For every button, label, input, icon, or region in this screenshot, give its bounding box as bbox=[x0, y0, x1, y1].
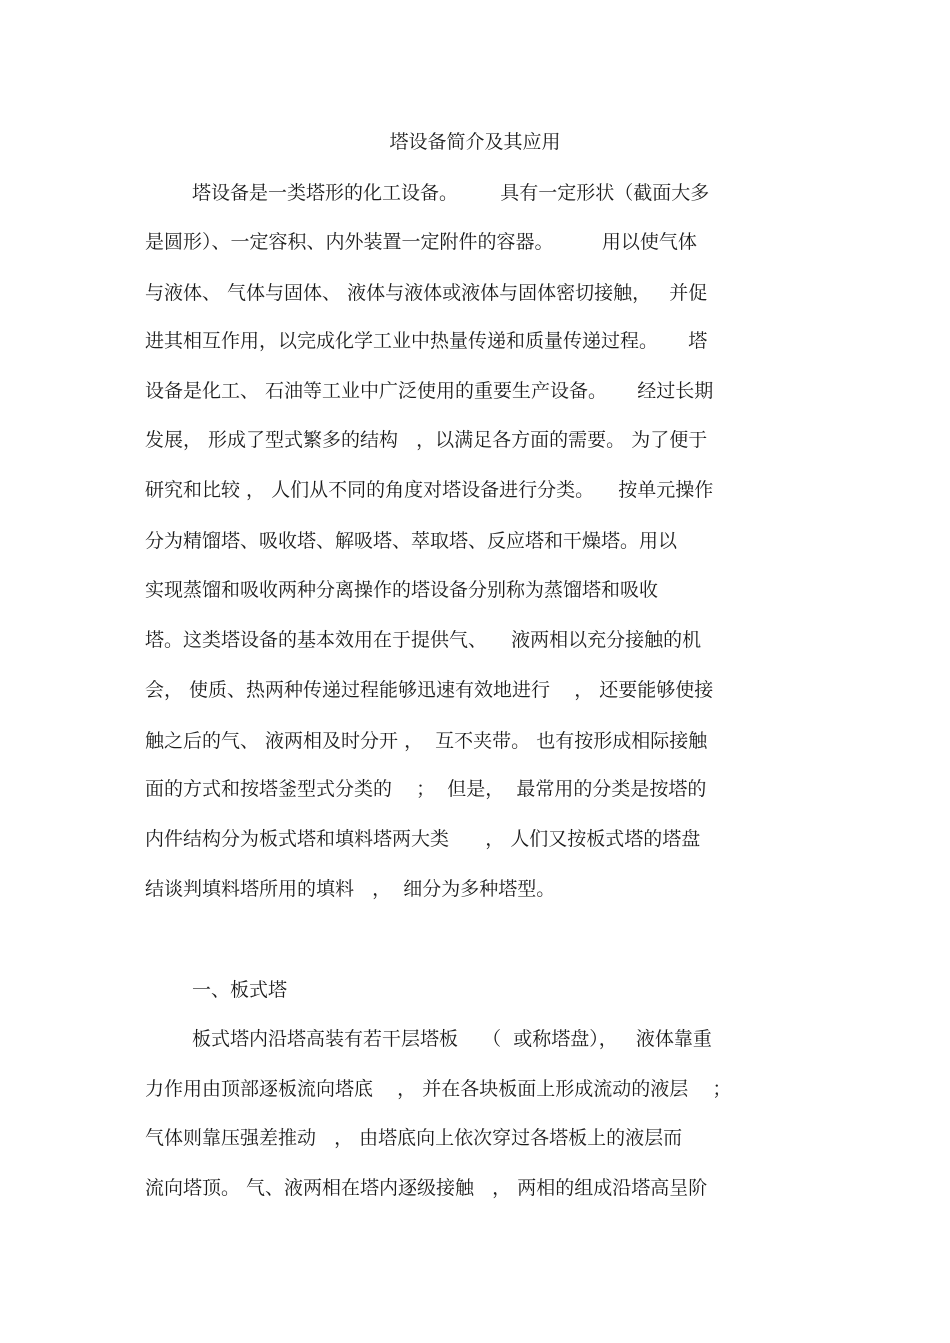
paragraph-line: 发展， 形成了型式繁多的结构 ，以满足各方面的需要。 为了便于 bbox=[145, 429, 708, 451]
paragraph-line: 分为精馏塔、吸收塔、解吸塔、萃取塔、反应塔和干燥塔。用以 bbox=[145, 530, 678, 552]
paragraph-line: 是圆形）、一定容积、内外装置一定附件的容器。 用以使气体 bbox=[145, 231, 697, 253]
paragraph-line: 流向塔顶。 气、液两相在塔内逐级接触 ， 两相的组成沿塔高呈阶 bbox=[145, 1177, 708, 1199]
paragraph-line: 塔设备是一类塔形的化工设备。 具有一定形状（截面大多 bbox=[192, 182, 710, 204]
paragraph-line: 气体则靠压强差推动 ， 由塔底向上依次穿过各塔板上的液层而 bbox=[145, 1127, 683, 1149]
paragraph-line: 结谈判填料塔所用的填料 ， 细分为多种塔型。 bbox=[145, 878, 556, 900]
paragraph-line: 力作用由顶部逐板流向塔底 ， 并在各块板面上形成流动的液层 ； bbox=[145, 1078, 732, 1100]
paragraph-line: 设备是化工、 石油等工业中广泛使用的重要生产设备。 经过长期 bbox=[145, 380, 714, 402]
paragraph-line: 触之后的气、 液两相及时分开 ， 互不夹带。 也有按形成相际接触 bbox=[145, 730, 708, 752]
paragraph-line: 进其相互作用，以完成化学工业中热量传递和质量传递过程。 塔 bbox=[145, 330, 708, 352]
paragraph-line: 与液体、 气体与固体、 液体与液体或液体与固体密切接触， 并促 bbox=[145, 282, 708, 304]
paragraph-line: 塔。这类塔设备的基本效用在于提供气、 液两相以充分接触的机 bbox=[145, 629, 702, 651]
paragraph-line: 内件结构分为板式塔和填料塔两大类 ， 人们又按板式塔的塔盘 bbox=[145, 828, 701, 850]
paragraph-line: 实现蒸馏和吸收两种分离操作的塔设备分别称为蒸馏塔和吸收 bbox=[145, 579, 659, 601]
paragraph-line: 板式塔内沿塔高装有若干层塔板 （ 或称塔盘）， 液体靠重 bbox=[192, 1028, 712, 1050]
document-title: 塔设备简介及其应用 bbox=[389, 131, 561, 153]
paragraph-line: 会， 使质、热两种传递过程能够迅速有效地进行 ， 还要能够使接 bbox=[145, 679, 714, 701]
paragraph-line: 面的方式和按塔釜型式分类的 ； 但是， 最常用的分类是按塔的 bbox=[145, 778, 707, 800]
paragraph-line: 研究和比较 ， 人们从不同的角度对塔设备进行分类。 按单元操作 bbox=[145, 479, 714, 501]
section-heading: 一、板式塔 bbox=[192, 979, 288, 1001]
